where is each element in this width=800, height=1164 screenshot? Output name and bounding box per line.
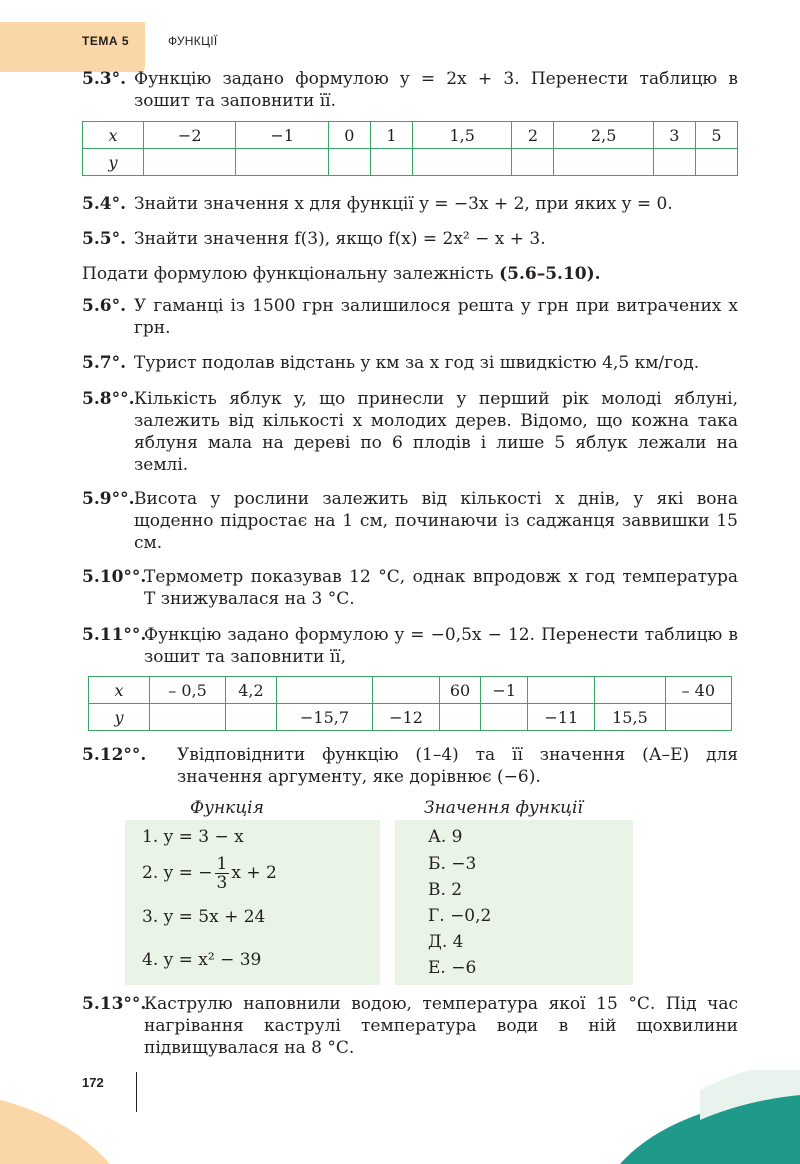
table-cell: [595, 677, 665, 704]
function-value-item: Е. −6: [428, 958, 477, 978]
table-cell: [276, 677, 372, 704]
fraction-numerator: 1: [216, 854, 228, 874]
function-value-item: Б. −3: [428, 854, 477, 874]
table-cell: −1: [236, 122, 328, 149]
function-1: 1. y = 3 − x: [142, 827, 244, 847]
functions-column-title: Функція: [190, 798, 264, 818]
fraction-denominator: 3: [216, 873, 228, 893]
function-2: [142, 855, 277, 892]
table-cell: 5: [695, 122, 737, 149]
exercise-5-5: [82, 228, 738, 250]
exercise-number: 5.12°°.: [82, 745, 147, 765]
values-column-title: Значення функції: [424, 798, 583, 818]
table-cell: [236, 149, 328, 176]
exercise-text: Висота у рослини залежить від кількості x днів, у які вона щоденно підростає на 1 см, починаючи із саджанця заввишки 15 см.: [134, 489, 738, 553]
table-cell: [665, 704, 731, 731]
exercise-text: Знайти значення f(3), якщо f(x) = 2x² − x + 3.: [134, 229, 546, 249]
table-row-y: [83, 149, 738, 176]
exercise-number: 5.3°.: [82, 69, 126, 89]
orange-corner-shape: [0, 1100, 110, 1164]
table-cell: −15,7: [276, 704, 372, 731]
exercise-number: 5.11°°.: [82, 625, 147, 645]
exercise-number: 5.8°°.: [82, 389, 135, 409]
exercise-5-4: [82, 193, 738, 215]
exercise-number: 5.6°.: [82, 296, 126, 316]
exercise-text: Термометр показував 12 °С, однак впродовж x год температура Т знижувалася на 3 °С.: [144, 567, 738, 609]
table-cell: 2: [512, 122, 554, 149]
table-cell: 3: [653, 122, 695, 149]
intro-range: (5.6–5.10).: [499, 264, 601, 284]
table-cell: [528, 677, 595, 704]
table-cell: [512, 149, 554, 176]
section-label: ФУНКЦІЇ: [168, 34, 218, 48]
table-header-cell: y: [83, 149, 144, 176]
function-value-item: Г. −0,2: [428, 906, 492, 926]
intro-text: Подати формулою функціональну залежність: [82, 264, 494, 284]
exercise-5-11: [82, 624, 738, 668]
function-value-item: В. 2: [428, 880, 463, 900]
page-header: [82, 34, 218, 48]
exercise-text: У гаманці із 1500 грн залишилося решта y грн при витрачених x грн.: [134, 296, 738, 338]
table-cell: [412, 149, 511, 176]
table-cell: 1: [370, 122, 412, 149]
table-cell: [481, 704, 528, 731]
function-2-suffix: x + 2: [231, 863, 277, 883]
table-header-cell: x: [89, 677, 150, 704]
table-cell: [328, 149, 370, 176]
table-cell: 15,5: [595, 704, 665, 731]
table-cell: 60: [439, 677, 480, 704]
table-row-x: [83, 122, 738, 149]
exercise-5-6: [82, 295, 738, 339]
exercise-number: 5.7°.: [82, 353, 126, 373]
function-value-item: А. 9: [428, 827, 463, 847]
function-3: 3. y = 5x + 24: [142, 907, 266, 927]
values-table-5-11: [88, 676, 732, 731]
table-header-cell: x: [83, 122, 144, 149]
exercise-text: Функцію задано формулою y = −0,5x − 12. Перенести таблицю в зошит та заповнити її,: [144, 625, 738, 667]
table-cell: [226, 704, 277, 731]
page-number: 172: [82, 1075, 104, 1090]
exercise-5-7: [82, 352, 738, 374]
exercise-number: 5.13°°.: [82, 994, 147, 1014]
table-cell: 4,2: [226, 677, 277, 704]
table-cell: – 0,5: [150, 677, 226, 704]
exercise-number: 5.4°.: [82, 194, 126, 214]
exercise-number: 5.10°°.: [82, 567, 147, 587]
table-cell: −12: [373, 704, 440, 731]
exercise-5-10: [82, 566, 738, 610]
table-cell: [150, 704, 226, 731]
function-value-item: Д. 4: [428, 932, 464, 952]
table-header-cell: y: [89, 704, 150, 731]
page-decoration: [0, 1070, 800, 1164]
values-table-5-3: [82, 121, 738, 176]
table-row-y: [89, 704, 732, 731]
table-cell: [373, 677, 440, 704]
table-cell: [370, 149, 412, 176]
table-row-x: [89, 677, 732, 704]
table-cell: [695, 149, 737, 176]
table-cell: [554, 149, 653, 176]
exercise-text: Каструлю наповнили водою, температура якої 15 °С. Під час нагрівання каструлі температура води в ній щохвилини підвищувалася на 8 °С.: [144, 994, 738, 1058]
exercise-5-13: [82, 993, 738, 1059]
section-intro: [82, 263, 738, 285]
exercise-text: Знайти значення x для функції y = −3x + 2, при яких y = 0.: [134, 194, 673, 214]
exercise-5-3: [82, 68, 738, 112]
exercise-number: 5.9°°.: [82, 489, 135, 509]
exercise-text: Увідповіднити функцію (1–4) та її значення (А–Е) для значення аргументу, яке дорівнює (−6).: [177, 745, 738, 787]
exercise-5-8: [82, 388, 738, 476]
table-cell: [653, 149, 695, 176]
table-cell: −1: [481, 677, 528, 704]
table-cell: −11: [528, 704, 595, 731]
topic-label: ТЕМА 5: [82, 34, 130, 48]
fraction: [215, 855, 230, 892]
table-cell: 1,5: [412, 122, 511, 149]
function-2-prefix: 2. y = −: [142, 863, 213, 883]
exercise-5-9: [82, 488, 738, 554]
exercise-5-12: [82, 744, 738, 788]
exercise-text: Кількість яблук y, що принесли у перший рік молоді яблуні, залежить від кількості x молодих дерев. Відомо, що кожна така яблуня мала на дереві по 6 плодів і лише 5 яблук лежали на землі.: [134, 389, 738, 475]
table-cell: −2: [144, 122, 236, 149]
table-cell: [439, 704, 480, 731]
table-cell: – 40: [665, 677, 731, 704]
exercise-text: Турист подолав відстань y км за x год зі швидкістю 4,5 км/год.: [134, 353, 700, 373]
table-cell: 0: [328, 122, 370, 149]
exercise-number: 5.5°.: [82, 229, 126, 249]
function-4: 4. y = x² − 39: [142, 950, 262, 970]
table-cell: 2,5: [554, 122, 653, 149]
table-cell: [144, 149, 236, 176]
exercise-text: Функцію задано формулою y = 2x + 3. Перенести таблицю в зошит та заповнити її.: [134, 69, 738, 111]
